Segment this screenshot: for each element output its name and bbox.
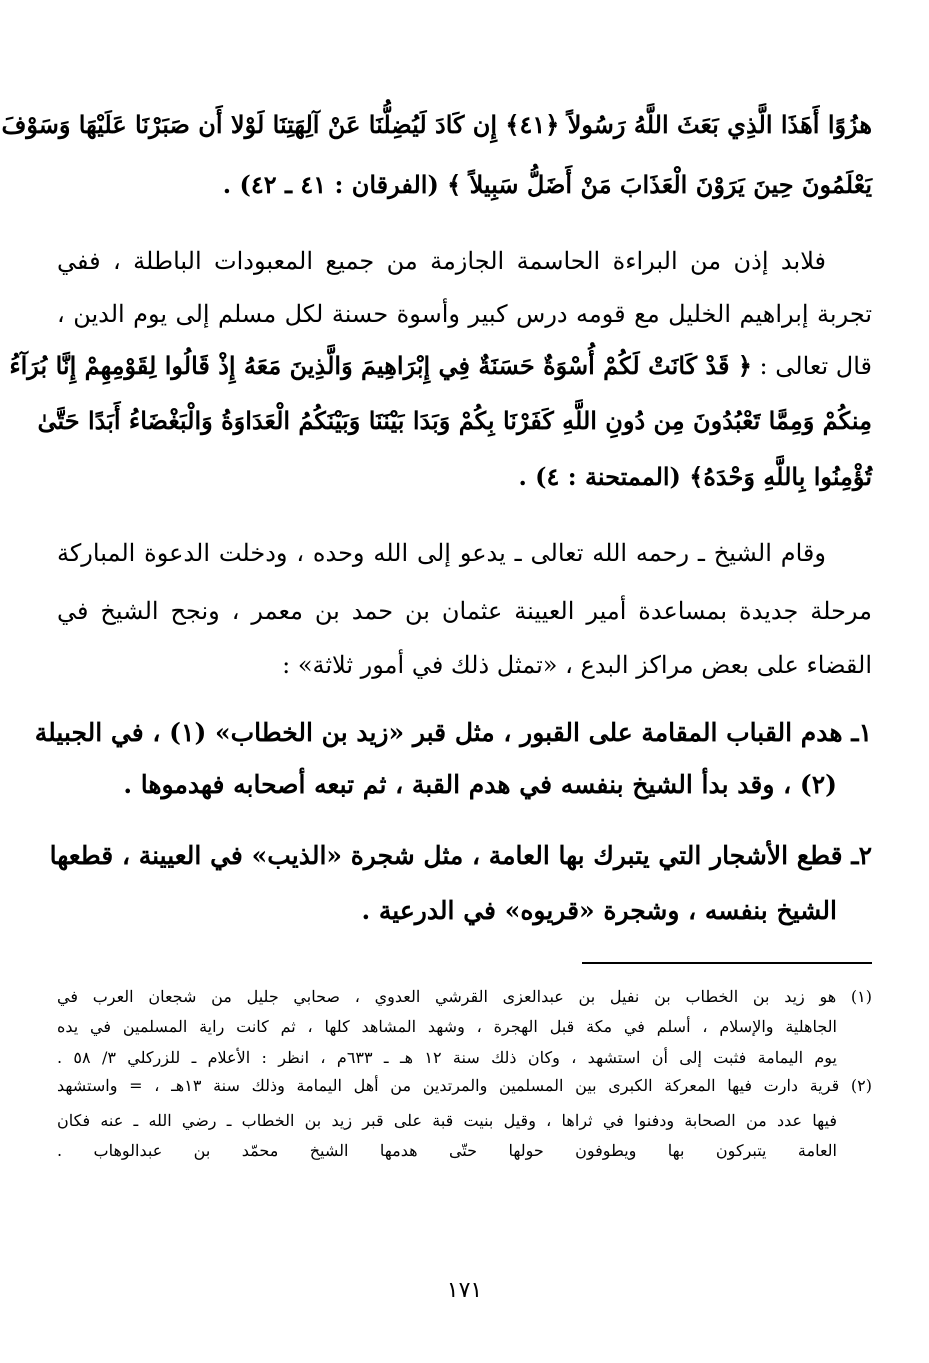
footnote-1-line-2: الجاهلية والإسلام ، أسلم في مكة قبل الهجرة ، وشهد المشاهد كلها ، ثم كانت راية المسلمين في يده [57,1017,838,1036]
footnote-2-line-2: فيها عدد من الصحابة ودفنوا في ثراها ، وقيل بنيت قبة على قبر زيد بن الخطاب ـ رضي الله ـ عنه فكان [57,1111,838,1130]
footnote-1-line-1: (١) هو زيد بن الخطاب بن نفيل بن عبدالعزى القرشي العدوي ، صحابي جليل من شجعان العرب في [57,987,872,1006]
page-number: ١٧١ [446,1278,483,1303]
paragraph-1-line-4: مِنكُمْ وَمِمَّا تَعْبُدُونَ مِن دُونِ اللَّهِ كَفَرْنَا بِكُمْ وَبَدَا بَيْنَنَا وَبَيْنَكُمُ الْعَدَاوَةُ وَالْبَغْضَاءُ أَبَدًا حَتَّىٰ [37,406,872,435]
paragraph-2-line-1: وقام الشيخ ـ رحمه الله تعالى ـ يدعو إلى الله وحده ، ودخلت الدعوة المباركة [57,539,826,567]
list-item-2-line-1: ٢ـ قطع الأشجار التي يتبرك بها العامة ، مثل شجرة «الذيب» في العيينة ، قطعها [49,841,872,870]
verse-line-1: هزُوًا أَهَذَا الَّذِي بَعَثَ اللَّهُ رَسُولاً ﴿٤١﴾ إِن كَادَ لَيُضِلُّنَا عَنْ آلِهَتِنَا لَوْلا أَن صَبَرْنَا عَلَيْهَا وَسَوْفَ [1,110,872,139]
list-item-1-line-2: (٢) ، وقد بدأ الشيخ بنفسه في هدم القبة ، ثم تبعه أصحابه فهدموها . [123,770,837,799]
paragraph-1-line-1: فلابد إذن من البراءة الحاسمة الجازمة من جميع المعبودات الباطلة ، ففي [57,247,826,275]
paragraph-1-line-3-plain: قال تعالى : [751,352,872,380]
footnote-2-line-3: العامة يتبركون بها ويطوفون حولها حتّى هدمها الشيخ محمّد بن عبدالوهاب . [57,1141,837,1160]
footnote-separator [582,962,872,964]
paragraph-1-line-3 [9,349,872,383]
list-item-2-line-2: الشيخ بنفسه ، وشجرة «قريوه» في الدرعية . [361,896,837,925]
paragraph-2-line-3: القضاء على بعض مراكز البدع ، «تمثل ذلك في أمور ثلاثة» : [282,651,872,679]
verse-line-2: يَعْلَمُونَ حِينَ يَرَوْنَ الْعَذَابَ مَنْ أَضَلُّ سَبِيلاً ﴾ (الفرقان : ٤١ ـ ٤٢) . [222,170,872,199]
paragraph-2-line-2: مرحلة جديدة بمساعدة أمير العيينة عثمان بن حمد بن معمر ، ونجح الشيخ في [57,597,872,625]
footnote-2-line-1: (٢) قرية دارت فيها المعركة الكبرى بين المسلمين والمرتدين من أهل اليمامة وذلك سنة ١٣هـ ، = واستشهد [57,1076,873,1095]
paragraph-1-line-3-verse: ﴿ قَدْ كَانَتْ لَكُمْ أُسْوَةٌ حَسَنَةٌ فِي إِبْرَاهِيمَ وَالَّذِينَ مَعَهُ إِذْ قَالُوا لِقَوْمِهِمْ إِنَّا بُرَآءُ [9,351,752,380]
list-item-1-line-1: ١ـ هدم القباب المقامة على القبور ، مثل قبر «زيد بن الخطاب» (١) ، في الجبيلة [34,718,872,747]
footnote-1-line-3: يوم اليمامة فثبت إلى أن استشهد ، وكان ذلك سنة ١٢ هـ ـ ٦٣٣م ، انظر : الأعلام ـ للزركلي ٣/ ٥٨ . [57,1048,837,1067]
paragraph-1-line-5: تُؤْمِنُوا بِاللَّهِ وَحْدَهُ﴾ (الممتحنة : ٤) . [518,462,872,491]
paragraph-1-line-2: تجربة إبراهيم الخليل مع قومه درس كبير وأسوة حسنة لكل مسلم إلى يوم الدين ، [57,300,872,328]
